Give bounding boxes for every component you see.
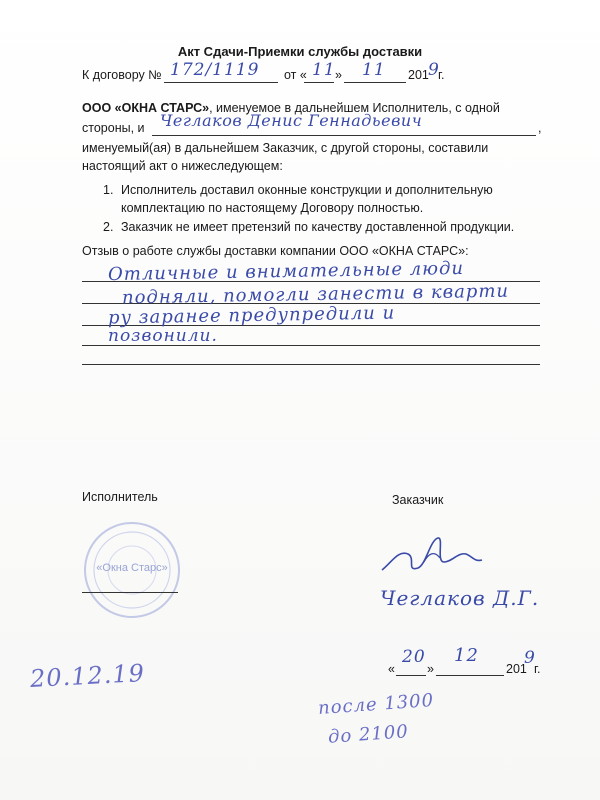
intro-line-4: настоящий акт о нижеследующем: <box>82 159 283 173</box>
intro-line-2-start: стороны, и <box>82 121 145 135</box>
review-text-1: Отличные и внимательные люди <box>107 257 465 286</box>
date-suffix: г. <box>534 662 541 676</box>
document-title: Акт Сдачи-Приемки службы доставки <box>177 44 423 59</box>
review-text-3: ру заранее предупредили и <box>107 302 396 329</box>
item-1-line-2: комплектацию по настоящему Договору полностью. <box>121 201 424 215</box>
contract-prefix: К договору № <box>82 68 162 82</box>
date-close-quote: » <box>427 662 434 676</box>
contract-year-prefix: 201 <box>408 68 429 82</box>
contract-day-underline <box>304 82 334 83</box>
date-open-quote: « <box>388 662 395 676</box>
item-2-number: 2. <box>103 220 114 234</box>
review-line-5 <box>82 364 540 365</box>
item-1-number: 1. <box>103 183 114 197</box>
note-after: после 1300 <box>317 689 435 720</box>
review-text-2: подняли, помогли занести в кварти <box>121 280 510 309</box>
stamp-text: «Окна Старс» <box>96 562 168 574</box>
contract-suffix: г. <box>438 68 445 82</box>
date-day-underline <box>396 675 426 676</box>
contract-from: от « <box>284 68 307 82</box>
executor-label: Исполнитель <box>82 490 158 504</box>
review-text-4: позвонили. <box>108 326 218 346</box>
date-month-underline <box>436 675 504 676</box>
client-name-underline <box>152 135 536 136</box>
contract-year: 9 <box>428 60 440 80</box>
date-month: 12 <box>454 645 479 666</box>
company-name: ООО «ОКНА СТАРС» <box>82 101 210 115</box>
note-before: до 2100 <box>327 721 410 748</box>
intro-line-2-end: , <box>538 121 542 135</box>
customer-name: Чеглаков Д.Г. <box>380 586 540 610</box>
contract-month: 11 <box>362 60 386 80</box>
executor-signature-line <box>82 592 178 593</box>
date-year: 9 <box>524 648 536 668</box>
item-2-line-1: Заказчик не имеет претензий по качеству доставленной продукции. <box>121 220 515 234</box>
contract-day: 11 <box>312 60 336 80</box>
client-name: Чеглаков Денис Геннадьевич <box>160 111 423 130</box>
intro-line-1-rest: , именуемое в дальнейшем Исполнитель, с одной <box>209 101 500 115</box>
date-day: 20 <box>402 647 426 667</box>
contract-sep: » <box>335 68 342 82</box>
left-date: 20.12.19 <box>29 659 146 693</box>
customer-signature-icon <box>378 532 488 582</box>
item-1-line-1: Исполнитель доставил оконные конструкции и дополнительную <box>121 183 493 197</box>
review-label: Отзыв о работе службы доставки компании ООО «ОКНА СТАРС»: <box>82 244 469 258</box>
intro-line-3: именуемый(ая) в дальнейшем Заказчик, с другой стороны, составили <box>82 141 489 155</box>
contract-number-underline <box>164 82 278 83</box>
customer-label: Заказчик <box>392 493 444 507</box>
date-year-prefix: 201 <box>506 662 527 676</box>
contract-month-underline <box>344 82 406 83</box>
contract-number: 172/1119 <box>170 60 260 80</box>
company-stamp <box>82 520 182 620</box>
